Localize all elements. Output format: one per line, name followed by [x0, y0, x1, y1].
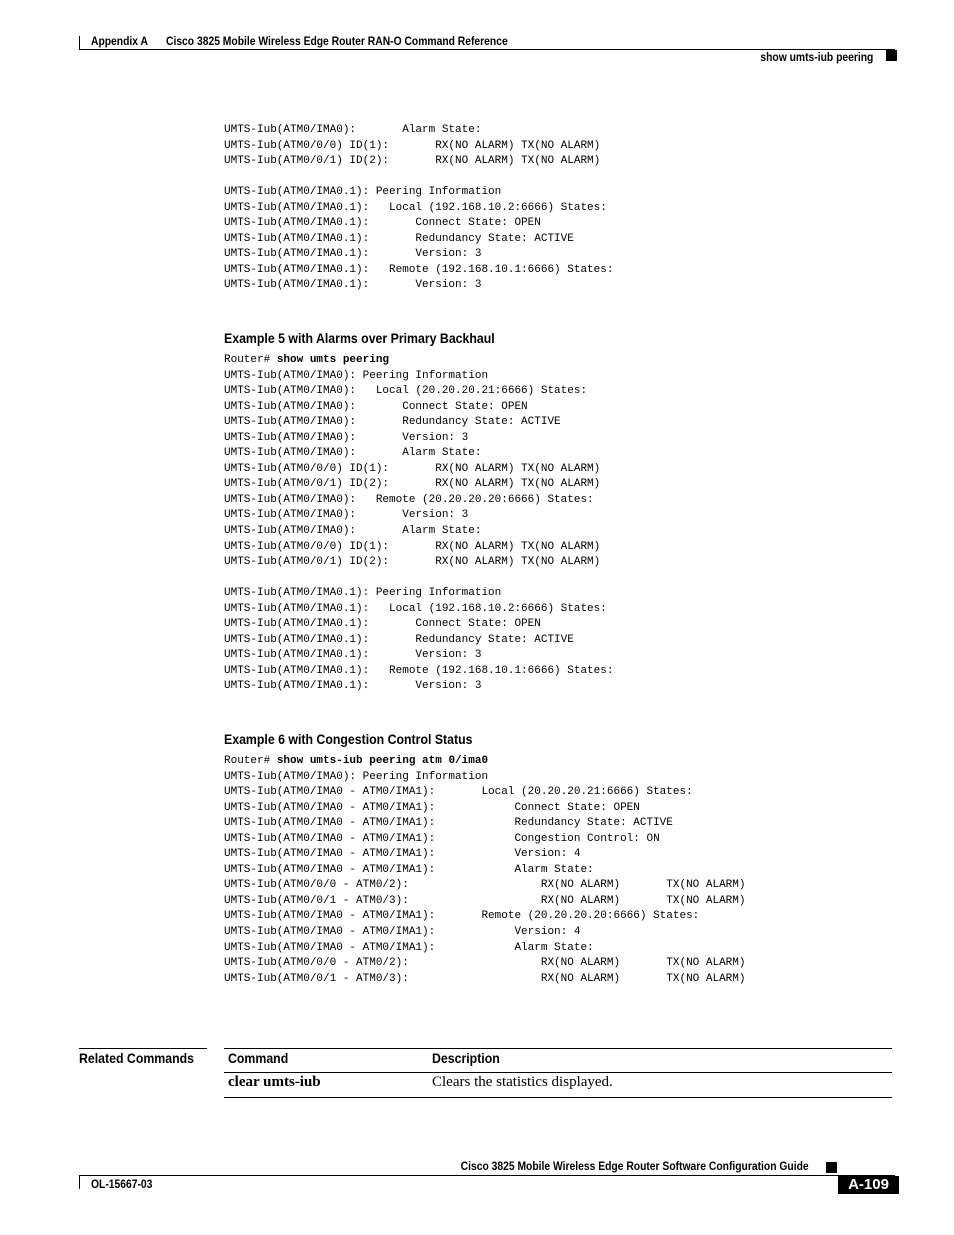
- page-number: A-109: [838, 1176, 899, 1194]
- related-commands-label-rule: [79, 1048, 207, 1049]
- code-block-continuation: UMTS-Iub(ATM0/IMA0): Alarm State: UMTS-Iub(ATM0/0/0) ID(1): RX(NO ALARM) TX(NO ALARM) UMTS-Iub(ATM0/0/1) ID(2): RX(NO ALARM) TX(NO ALARM) UMTS-Iub(ATM0/IMA0.1): Peering Information UMTS-Iub(ATM0/IMA0.1): Local (192.168.10.2:6666) States: UMTS-Iub(ATM0/IMA0.1): Connect State: OPEN UMTS-Iub(ATM0/IMA0.1): Redundancy State: ACTIVE UMTS-Iub(ATM0/IMA0.1): Version: 3 UMTS-Iub(ATM0/IMA0.1): Remote (192.168.10.1:6666) States: UMTS-Iub(ATM0/IMA0.1): Version: 3: [224, 124, 614, 292]
- example6-prompt: Router#: [224, 755, 277, 767]
- header-left-tick: [79, 36, 80, 49]
- example5-code-block: [224, 353, 613, 695]
- example5-command: show umts peering: [276, 354, 390, 366]
- table-bottom-rule: [224, 1097, 892, 1098]
- example5-prompt: Router#: [224, 354, 277, 366]
- header-section: show umts-iub peering: [760, 50, 873, 64]
- header-marker-block: [886, 50, 897, 61]
- footer-doc-number: OL-15667-03: [91, 1177, 153, 1191]
- table-top-rule: [224, 1048, 892, 1049]
- header-title: Cisco 3825 Mobile Wireless Edge Router RAN-O Command Reference: [166, 34, 508, 48]
- footer-marker-block: [826, 1162, 837, 1173]
- related-commands-label: Related Commands: [79, 1050, 195, 1066]
- table-cell-description: Clears the statistics displayed.: [432, 1074, 613, 1090]
- header-appendix: Appendix A: [91, 34, 148, 48]
- example5-heading: Example 5 with Alarms over Primary Backhaul: [224, 330, 495, 346]
- example6-output: UMTS-Iub(ATM0/IMA0): Peering Information UMTS-Iub(ATM0/IMA0 - ATM0/IMA1): Local (20.20.20.21:6666) States: UMTS-Iub(ATM0/IMA0 - ATM0/IMA1): Connect State: OPEN UMTS-Iub(ATM0/IMA0 - ATM0/IMA1): Redundancy State: ACTIVE UMTS-Iub(ATM0/IMA0 - ATM0/IMA1): Congestion Control: ON UMTS-Iub(ATM0/IMA0 - ATM0/IMA1): Version: 4 UMTS-Iub(ATM0/IMA0 - ATM0/IMA1): Alarm State: UMTS-Iub(ATM0/0/0 - ATM0/2): RX(NO ALARM) TX(NO ALARM) UMTS-Iub(ATM0/0/1 - ATM0/3): RX(NO ALARM) TX(NO ALARM) UMTS-Iub(ATM0/IMA0 - ATM0/IMA1): Remote (20.20.20.20:6666) States: UMTS-Iub(ATM0/IMA0 - ATM0/IMA1): Version: 4 UMTS-Iub(ATM0/IMA0 - ATM0/IMA1): Alarm State: UMTS-Iub(ATM0/0/0 - ATM0/2): RX(NO ALARM) TX(NO ALARM) UMTS-Iub(ATM0/0/1 - ATM0/3): RX(NO ALARM) TX(NO ALARM): [224, 770, 746, 985]
- table-header-description: Description: [432, 1050, 500, 1066]
- table-header-rule: [224, 1072, 892, 1073]
- footer-rule: [79, 1175, 895, 1176]
- example5-output: UMTS-Iub(ATM0/IMA0): Peering Information UMTS-Iub(ATM0/IMA0): Local (20.20.20.21:6666) States: UMTS-Iub(ATM0/IMA0): Connect State: OPEN UMTS-Iub(ATM0/IMA0): Redundancy State: ACTIVE UMTS-Iub(ATM0/IMA0): Version: 3 UMTS-Iub(ATM0/IMA0): Alarm State: UMTS-Iub(ATM0/0/0) ID(1): RX(NO ALARM) TX(NO ALARM) UMTS-Iub(ATM0/0/1) ID(2): RX(NO ALARM) TX(NO ALARM) UMTS-Iub(ATM0/IMA0): Remote (20.20.20.20:6666) States: UMTS-Iub(ATM0/IMA0): Version: 3 UMTS-Iub(ATM0/IMA0): Alarm State: UMTS-Iub(ATM0/0/0) ID(1): RX(NO ALARM) TX(NO ALARM) UMTS-Iub(ATM0/0/1) ID(2): RX(NO ALARM) TX(NO ALARM) UMTS-Iub(ATM0/IMA0.1): Peering Information UMTS-Iub(ATM0/IMA0.1): Local (192.168.10.2:6666) States: UMTS-Iub(ATM0/IMA0.1): Connect State: OPEN UMTS-Iub(ATM0/IMA0.1): Redundancy State: ACTIVE UMTS-Iub(ATM0/IMA0.1): Version: 3 UMTS-Iub(ATM0/IMA0.1): Remote (192.168.10.1:6666) States: UMTS-Iub(ATM0/IMA0.1): Version: 3: [224, 369, 614, 693]
- footer-guide-title: Cisco 3825 Mobile Wireless Edge Router Software Configuration Guide: [461, 1159, 809, 1173]
- example6-command: show umts-iub peering atm 0/ima0: [276, 755, 489, 767]
- table-cell-command: clear umts-iub: [228, 1074, 321, 1090]
- footer-left-tick: [79, 1175, 80, 1189]
- table-header-command: Command: [228, 1050, 289, 1066]
- example6-code-block: [224, 754, 746, 987]
- example6-heading: Example 6 with Congestion Control Status: [224, 731, 473, 747]
